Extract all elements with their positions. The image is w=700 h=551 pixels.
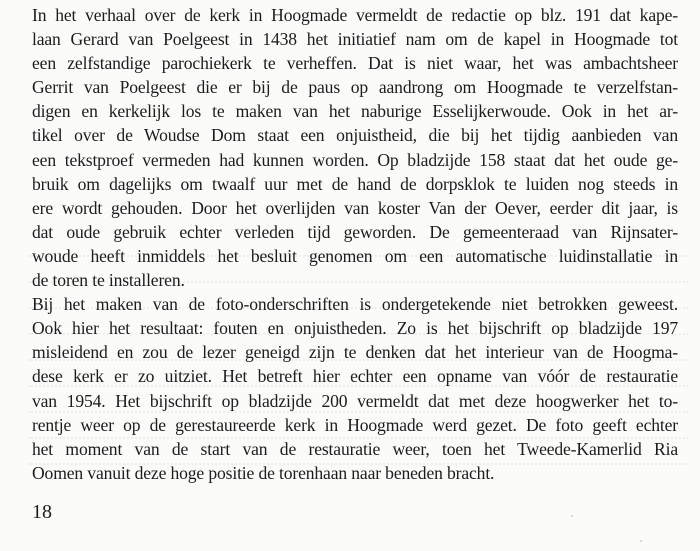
text-line: een zelfstandige parochiekerk te verheffen. Dat is niet waar, het was ambachtsheer <box>32 53 678 74</box>
text-line: dat oude gebruik echter verleden tijd geworden. De gemeenteraad van Rijnsater- <box>32 221 678 242</box>
text-line: Gerrit van Poelgeest die er bij de paus op aandrong om Hoogmade te verzelfstan- <box>32 77 678 98</box>
paper-speck <box>640 540 642 542</box>
paragraph-2 <box>32 292 678 485</box>
text-line: In het verhaal over de kerk in Hoogmade vermeldt de redactie op blz. 191 dat kape- <box>32 5 678 25</box>
text-line: bruik om dagelijks om twaalf uur met de hand de dorpsklok te luiden nog steeds in <box>32 173 678 194</box>
text-line: ere wordt gehouden. Door het overlijden van koster Van der Oever, eerder dit jaar, is <box>32 197 678 218</box>
paragraph-1 <box>32 3 678 292</box>
text-line: woude heeft inmiddels het besluit genomen om een automatische luidinstallatie in <box>32 245 678 266</box>
body-text <box>32 3 678 485</box>
text-line: dese kerk er zo uitziet. Het betreft hier echter een opname van vóór de restauratie <box>32 366 678 387</box>
paper-speck <box>571 515 573 517</box>
text-line: een tekstproef vermeden had kunnen worden. Op bladzijde 158 staat dat het oude ge- <box>32 149 678 170</box>
text-line: Ook hier het resultaat: fouten en onjuistheden. Zo is het bijschrift op bladzijde 197 <box>32 318 678 339</box>
text-line: misleidend en zou de lezer geneigd zijn te denken dat het interieur van de Hoogma- <box>32 342 678 363</box>
text-line: tikel over de Woudse Dom staat een onjuistheid, die bij het tijdig aanbieden van <box>32 125 678 146</box>
text-line: laan Gerard van Poelgeest in 1438 het initiatief nam om de kapel in Hoogmade tot <box>32 29 678 50</box>
text-line: het moment van de start van de restauratie weer, toen het Tweede-Kamerlid Ria <box>32 438 678 459</box>
text-line: rentje weer op de gerestaureerde kerk in Hoogmade werd gezet. De foto geeft echter <box>32 414 678 435</box>
text-line: Bij het maken van de foto-onderschriften is ondergetekende niet betrokken geweest. <box>32 294 678 315</box>
text-line: Oomen vanuit deze hoge positie de torenhaan naar beneden bracht. <box>32 462 495 483</box>
text-line: digen en kerkelijk los te maken van het naburige Esselijkerwoude. Ook in het ar- <box>32 101 678 122</box>
text-line: van 1954. Het bijschrift op bladzijde 200 vermeldt dat met deze hoogwerker het to- <box>32 390 678 411</box>
text-line: de toren te installeren. <box>32 270 185 291</box>
page-number: 18 <box>32 501 52 523</box>
